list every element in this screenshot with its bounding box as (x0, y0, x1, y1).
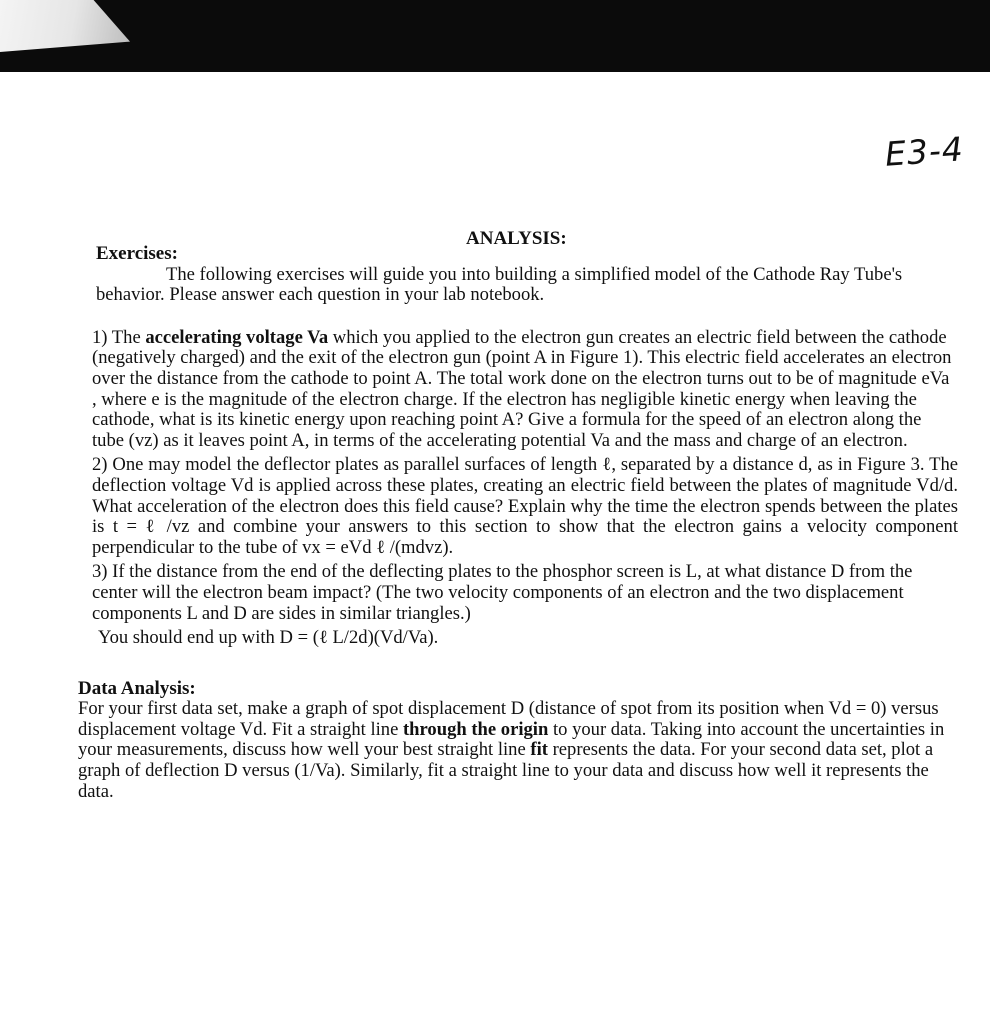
exercise-3-result: You should end up with D = (ℓ L/2d)(Vd/Va). (98, 627, 439, 649)
exercise-1-number: 1) The (92, 326, 146, 348)
exercises-intro: The following exercises will guide you into building a simplified model of the Cathode Ray Tube's behavior. Please answer each question in your lab notebook. (96, 263, 903, 306)
scan-dark-band (0, 0, 990, 72)
exercise-1-term: accelerating voltage Va (145, 326, 329, 348)
exercise-3: 3) If the distance from the end of the deflecting plates to the phosphor screen is L, at what distance D from the center will the electron beam impact? (The two velocity components of an electron and the two displacement components L and D are sides in similar triangles.) (92, 561, 913, 624)
page-title: ANALYSIS: (466, 228, 567, 249)
data-analysis-bold-1: through the origin (402, 718, 549, 740)
data-analysis-bold-2: fit (530, 739, 548, 761)
data-analysis-part-1: For your first data set, make a graph of spot displacement D (distance of spot from its position when Vd = 0) versus displacement voltage Vd. Fit a straight line (78, 698, 939, 740)
exercises-label: Exercises: (96, 243, 178, 264)
handwritten-page-number: E3-4 (883, 129, 966, 174)
data-analysis-text (78, 699, 958, 802)
exercise-2: 2) One may model the deflector plates as parallel surfaces of length ℓ, separated by a distance d, as in Figure 3. The deflection voltage Vd is applied across these plates, creating an electric field between the plates of magnitude Vd/d. What acceleration of the electron does this field cause? Explain why the time the electron spends between the plates is t = ℓ /vz and combine your answers to this section to show that the electron gains a velocity component perpendicular to the tube of vx = eVd ℓ /(mdvz). (92, 454, 958, 558)
exercise-1-text: which you applied to the electron gun creates an electric field between the cathode (negatively charged) and the exit of the electron gun (point A in Figure 1). This electric field accelerates an electron over the distance from the cathode to point A. The total work done on the electron turns out to be of magnitude eVa , where e is the magnitude of the electron charge. If the electron has negligible kinetic energy when leaving the cathode, what is its kinetic energy upon reaching point A? Give a formula for the speed of an electron along the tube (vz) as it leaves point A, in terms of the accelerating potential Va and the mass and charge of an electron. (92, 326, 952, 451)
document-body (78, 244, 958, 802)
data-analysis-part-2: to your data. Taking into account the uncertainties in your measurements, discuss how well your best straight line (78, 718, 945, 761)
exercise-1 (92, 328, 958, 452)
data-analysis-part-3: represents the data. For your second data set, plot a graph of deflection D versus (1/Va). Similarly, fit a straight line to your data and discuss how well it represents the data. (78, 739, 934, 802)
data-analysis-label: Data Analysis: (78, 677, 196, 699)
